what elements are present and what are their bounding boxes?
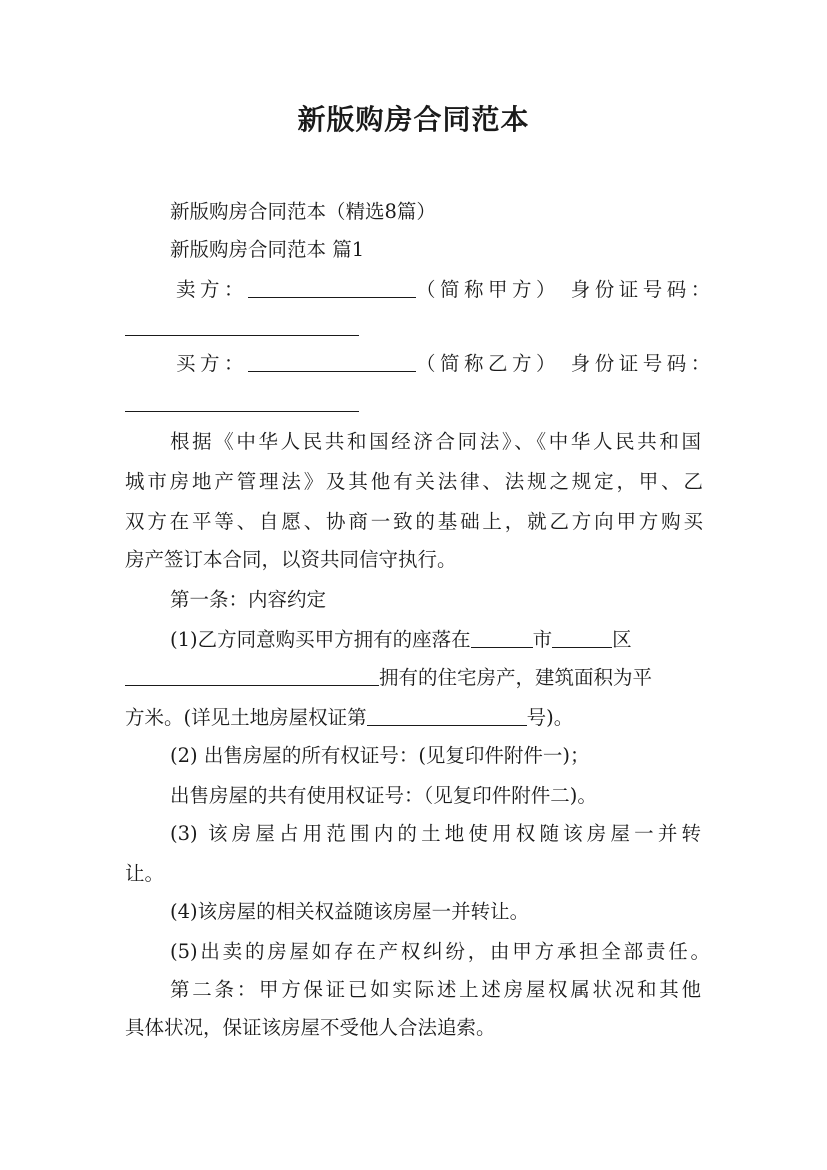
clause-text: 拥有的住宅房产，建筑面积为平 (379, 666, 653, 689)
clause-text: 方米。(详见土地房屋权证第 (125, 706, 367, 729)
paragraph-text: 双方在平等、自愿、协商一致的基础上，就乙方向甲方购买 (125, 510, 703, 533)
paragraph-text: 城市房地产管理法》及其他有关法律、法规之规定，甲、乙 (125, 470, 703, 493)
subtitle-line: 新版购房合同范本（精选8篇） (170, 200, 436, 223)
seller-line (176, 276, 715, 304)
clause-line (170, 938, 710, 966)
buyer-id-line (125, 390, 359, 418)
seller-id-blank (125, 315, 359, 336)
clause-text: (3) 该房屋占用范围内的土地使用权随该房屋一并转 (170, 822, 701, 845)
article-line (170, 976, 701, 1004)
document-title: 新版购房合同范本 (297, 103, 530, 136)
article-heading: 第一条：内容约定 (170, 588, 327, 611)
paragraph-line (125, 508, 703, 536)
clause-text: 区 (612, 628, 632, 651)
seller-label: 卖方： (176, 278, 249, 301)
paragraph-line (125, 468, 703, 496)
clause-text: 号)。 (526, 706, 574, 729)
section-heading: 新版购房合同范本 篇1 (170, 238, 365, 261)
article-text: 第二条：甲方保证已如实际述上述房屋权属状况和其他 (170, 978, 701, 1001)
paragraph-line (170, 428, 701, 456)
seller-suffix: （简称甲方） 身份证号码： (416, 278, 715, 301)
buyer-label: 买方： (176, 352, 249, 375)
clause-text: (1)乙方同意购买甲方拥有的座落在 (170, 628, 471, 651)
buyer-suffix: （简称乙方） 身份证号码： (416, 352, 715, 375)
clause-line: 让。 (125, 862, 165, 885)
buyer-line (176, 350, 715, 378)
address-blank (125, 665, 379, 686)
city-blank (471, 627, 533, 648)
article-line: 具体状况，保证该房屋不受他人合法追索。 (125, 1016, 496, 1039)
certificate-number-blank (367, 705, 527, 726)
clause-line (125, 704, 573, 732)
buyer-name-blank (248, 351, 416, 372)
clause-line: (4)该房屋的相关权益随该房屋一并转让。 (170, 900, 530, 923)
clause-text: 市 (532, 628, 553, 651)
district-blank (552, 627, 612, 648)
paragraph-text: 根据《中华人民共和国经济合同法》、《中华人民共和国 (170, 430, 701, 453)
seller-id-line (125, 314, 359, 342)
seller-name-blank (248, 277, 416, 298)
clause-line: (2) 出售房屋的所有权证号：(见复印件附件一)； (170, 744, 590, 767)
clause-line (170, 626, 632, 654)
clause-line (170, 820, 701, 848)
clause-line (125, 664, 652, 692)
buyer-id-blank (125, 391, 359, 412)
clause-line: 出售房屋的共有使用权证号：（见复印件附件二)。 (170, 784, 597, 807)
paragraph-line: 房产签订本合同，以资共同信守执行。 (125, 548, 457, 571)
clause-text: (5)出卖的房屋如存在产权纠纷，由甲方承担全部责任。 (170, 940, 710, 963)
